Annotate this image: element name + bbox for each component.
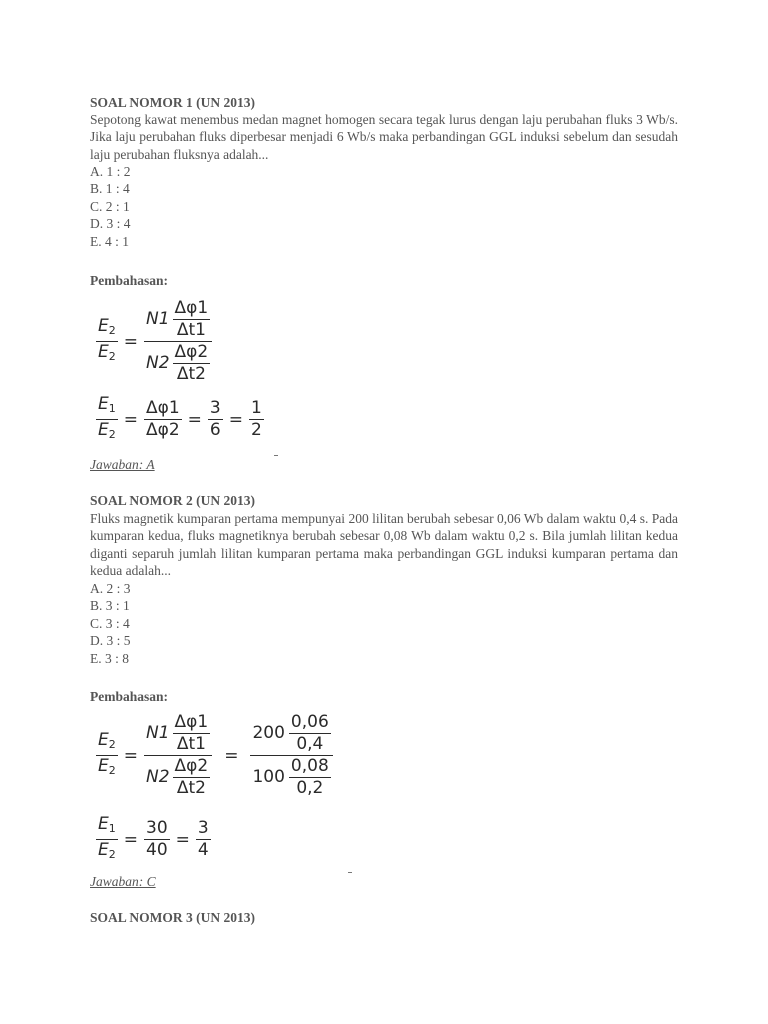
q2-answer: Jawaban: C	[90, 874, 156, 889]
math-e: E	[98, 420, 109, 440]
q2-equation-2	[90, 812, 290, 866]
math-dphi2: Δφ2	[174, 342, 209, 362]
equals-sign: =	[175, 829, 190, 850]
equals-sign: =	[123, 745, 138, 766]
equals-sign: =	[224, 745, 239, 766]
q1-option-c: C. 2 : 1	[90, 198, 130, 214]
math-number: 0,06	[290, 712, 329, 732]
math-dphi2: Δφ2	[146, 420, 180, 440]
math-number: 3	[209, 398, 221, 418]
q1-options	[90, 163, 678, 250]
math-sub: 1	[108, 402, 116, 415]
q3-title: SOAL NOMOR 3 (UN 2013)	[90, 910, 255, 925]
q1-discussion-label: Pembahasan:	[90, 273, 169, 288]
math-number: 30	[146, 818, 168, 838]
q1-text: Sepotong kawat menembus medan magnet homogen secara tegak lurus dengan laju perubahan fluks 3 Wb/s. Jika laju perubahan fluks diperbesar menjadi 6 Wb/s maka perbandingan GGL induksi sebelum dan sesudah laju perubahan fluksnya adalah...	[90, 112, 678, 162]
math-sub: 1	[108, 822, 116, 835]
math-sub: 2	[108, 428, 116, 441]
q2-options	[90, 580, 678, 667]
math-number: 0,2	[296, 778, 324, 798]
q2-discussion-label: Pembahasan:	[90, 689, 169, 704]
math-e: E	[98, 394, 109, 414]
equals-sign: =	[187, 409, 202, 430]
math-dt2: Δt2	[176, 778, 206, 798]
math-n2: N2	[146, 767, 170, 787]
q1-equation-2	[90, 392, 290, 444]
math-e: E	[98, 316, 109, 336]
math-n1: N1	[146, 309, 170, 329]
q1-equation-1	[90, 290, 310, 384]
math-dphi1: Δφ1	[174, 298, 209, 318]
math-number: 4	[197, 840, 209, 860]
math-sub: 2	[108, 738, 116, 751]
math-number: 2	[251, 420, 262, 440]
math-e: E	[98, 342, 109, 362]
q2-text: Fluks magnetik kumparan pertama mempunyai 200 lilitan berubah sebesar 0,06 Wb dalam waktu 0,4 s. Pada kumparan kedua, fluks magnetiknya berubah sebesar 0,08 Wb dalam waktu 0,2 s. Bila jumlah lilitan kedua diganti separuh jumlah lilitan kumparan pertama maka perbandingan GGL induksi kumparan pertama dan kedua adalah...	[90, 511, 678, 579]
stray-mark	[348, 872, 352, 873]
math-dt1: Δt1	[176, 734, 206, 754]
math-sub: 2	[108, 764, 116, 777]
math-sub: 2	[108, 848, 116, 861]
math-e: E	[98, 840, 109, 860]
math-number: 3	[197, 818, 209, 838]
math-number: 1	[251, 398, 262, 418]
q1-answer: Jawaban: A	[90, 457, 155, 472]
math-e: E	[98, 814, 109, 834]
math-dt1: Δt1	[176, 320, 206, 340]
stray-mark	[274, 455, 278, 456]
math-dphi1: Δφ1	[174, 712, 209, 732]
q1-option-d: D. 3 : 4	[90, 216, 131, 232]
math-number: 100	[252, 767, 285, 787]
q1-option-e: E. 4 : 1	[90, 233, 129, 249]
q1-option-a: A. 1 : 2	[90, 164, 131, 179]
math-dt2: Δt2	[176, 364, 206, 384]
ratio-fraction	[144, 298, 212, 385]
q2-option-b: B. 3 : 1	[90, 598, 130, 614]
math-n2: N2	[146, 353, 170, 373]
equals-sign: =	[123, 331, 138, 352]
math-n1: N1	[146, 723, 170, 743]
equals-sign: =	[123, 829, 138, 850]
math-e: E	[98, 730, 109, 750]
q2-option-a: A. 2 : 3	[90, 581, 131, 596]
q2-title: SOAL NOMOR 2 (UN 2013)	[90, 493, 255, 508]
q1-title: SOAL NOMOR 1 (UN 2013)	[90, 95, 255, 110]
equals-sign: =	[228, 409, 243, 430]
math-number: 6	[209, 420, 221, 440]
q1-option-b: B. 1 : 4	[90, 181, 130, 197]
math-dphi1: Δφ1	[146, 398, 180, 418]
equals-sign: =	[123, 409, 138, 430]
e2-over-e2	[96, 316, 118, 367]
q2-equation-1	[90, 706, 390, 801]
q2-option-c: C. 3 : 4	[90, 615, 130, 631]
math-number: 40	[146, 840, 168, 860]
math-sub: 2	[108, 324, 116, 337]
math-sub: 2	[108, 350, 116, 363]
math-number: 200	[252, 723, 285, 743]
math-e: E	[98, 756, 109, 776]
q2-option-d: D. 3 : 5	[90, 633, 131, 649]
math-number: 0,08	[290, 756, 329, 776]
math-dphi2: Δφ2	[174, 756, 209, 776]
math-number: 0,4	[296, 734, 324, 754]
q2-option-e: E. 3 : 8	[90, 650, 129, 666]
